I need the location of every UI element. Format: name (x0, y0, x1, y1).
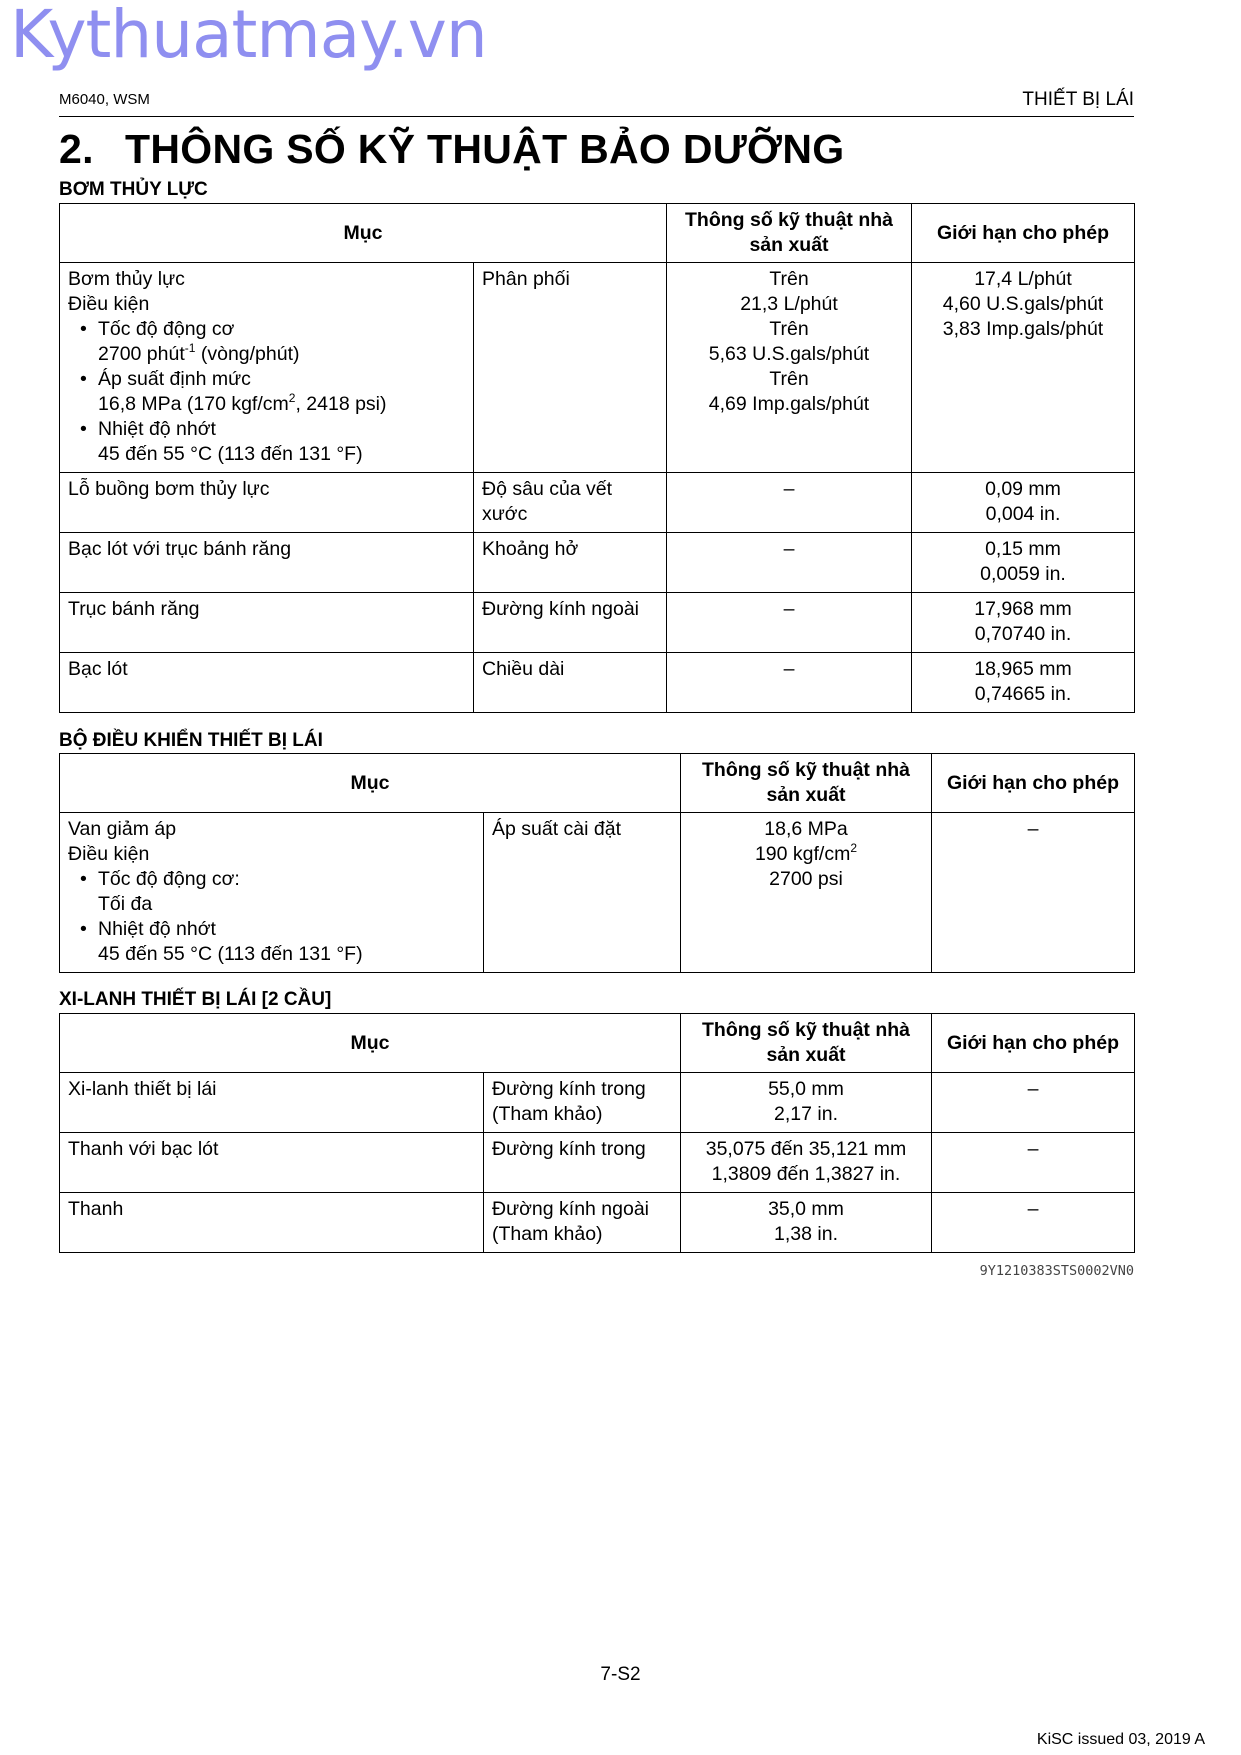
spec-line (689, 842, 923, 867)
param-line: (Tham khảo) (492, 1103, 603, 1125)
title-text: THÔNG SỐ KỸ THUẬT BẢO DƯỠNG (125, 126, 845, 172)
value-text: 190 kgf/cm (754, 843, 851, 865)
param-cell: Đường kính ngoài (474, 593, 667, 653)
condition-value: 45 đến 55 °C (113 đến 131 °F) (98, 943, 363, 965)
limit-line: 0,004 in. (985, 503, 1061, 525)
condition-bullet: • Nhiệt độ nhớt (68, 917, 475, 942)
table-header-row (60, 204, 1135, 263)
spec-line: 4,69 Imp.gals/phút (708, 393, 870, 415)
section-title-steering-controller: BỘ ĐIỀU KHIỂN THIẾT BỊ LÁI (59, 730, 323, 751)
table-row (60, 653, 1135, 713)
spec-line: 35,0 mm (768, 1198, 844, 1220)
superscript: -1 (184, 341, 196, 355)
spec-cell (667, 263, 912, 473)
spec-line: 21,3 L/phút (740, 293, 838, 315)
condition-bullet: • Tốc độ động cơ: (68, 867, 475, 892)
limit-line: 0,74665 in. (974, 683, 1072, 705)
spec-line: 2,17 in. (774, 1103, 838, 1125)
condition-value: Tối đa (98, 893, 153, 915)
table-row (60, 473, 1135, 533)
table-header-row (60, 1014, 1135, 1073)
param-cell: Chiều dài (474, 653, 667, 713)
item-cell (60, 263, 474, 473)
param-cell: Độ sâu của vết xước (474, 473, 667, 533)
value-text: , 2418 psi) (295, 393, 387, 415)
limit-cell (912, 533, 1135, 593)
spec-line: Trên (769, 368, 809, 390)
col-header-item: Mục (60, 1014, 681, 1073)
limit-cell (912, 473, 1135, 533)
title-number: 2. (59, 126, 94, 172)
item-cell (60, 813, 484, 973)
condition-bullet: • Tốc độ động cơ (68, 317, 465, 342)
spec-cell (681, 1133, 932, 1193)
value-text: (vòng/phút) (195, 343, 300, 365)
param-cell (484, 1073, 681, 1133)
section-title-steering-cylinder: XI-LANH THIẾT BỊ LÁI [2 CẦU] (59, 989, 332, 1010)
spec-line: 18,6 MPa (764, 818, 848, 840)
col-header-spec: Thông số kỹ thuật nhà sản xuất (681, 1014, 932, 1073)
spec-cell: – (667, 653, 912, 713)
header-model: M6040, WSM (59, 91, 150, 108)
spec-cell (681, 1073, 932, 1133)
table-row (60, 1193, 1135, 1253)
param-cell: Khoảng hở (474, 533, 667, 593)
condition-value (68, 342, 465, 367)
item-cell: Thanh (60, 1193, 484, 1253)
item-line: Van giảm áp (68, 818, 177, 840)
col-header-limit: Giới hạn cho phép (912, 204, 1135, 263)
spec-line: 1,3809 đến 1,3827 in. (711, 1163, 901, 1185)
limit-line: 0,15 mm (985, 538, 1061, 560)
section-title-hydraulic-pump: BƠM THỦY LỰC (59, 179, 208, 200)
table-row (60, 263, 1135, 473)
steering-controller-table (59, 753, 1135, 973)
table-header-row (60, 754, 1135, 813)
condition-value (68, 392, 465, 417)
document-code: 9Y1210383STS0002VN0 (979, 1263, 1134, 1279)
param-line: Đường kính trong (492, 1078, 646, 1100)
table-row (60, 533, 1135, 593)
spec-cell: – (667, 533, 912, 593)
limit-cell: – (932, 1133, 1135, 1193)
param-line: (Tham khảo) (492, 1223, 603, 1245)
limit-line: 0,0059 in. (980, 563, 1066, 585)
limit-line: 0,09 mm (985, 478, 1061, 500)
item-cell: Lỗ buồng bơm thủy lực (60, 473, 474, 533)
item-line: Điều kiện (68, 293, 150, 315)
limit-cell (912, 263, 1135, 473)
item-cell: Bạc lót (60, 653, 474, 713)
param-cell: Áp suất cài đặt (484, 813, 681, 973)
col-header-spec: Thông số kỹ thuật nhà sản xuất (667, 204, 912, 263)
param-cell (484, 1133, 681, 1193)
spec-cell: – (667, 473, 912, 533)
col-header-item: Mục (60, 754, 681, 813)
limit-line: 17,4 L/phút (974, 268, 1072, 290)
condition-value: 45 đến 55 °C (113 đến 131 °F) (98, 443, 363, 465)
steering-cylinder-table (59, 1013, 1135, 1253)
limit-cell (912, 593, 1135, 653)
header-section: THIẾT BỊ LÁI (1022, 89, 1134, 110)
spec-line: 5,63 U.S.gals/phút (708, 343, 870, 365)
param-line: Đường kính trong (492, 1138, 646, 1160)
item-cell: Bạc lót với trục bánh răng (60, 533, 474, 593)
limit-line: 17,968 mm (974, 598, 1072, 620)
spec-line: Trên (769, 318, 809, 340)
spec-cell (681, 1193, 932, 1253)
table-row (60, 593, 1135, 653)
footer-issue: KiSC issued 03, 2019 A (1036, 1731, 1205, 1748)
limit-line: 18,965 mm (974, 658, 1072, 680)
col-header-item: Mục (60, 204, 667, 263)
table-row (60, 1073, 1135, 1133)
item-cell: Xi-lanh thiết bị lái (60, 1073, 484, 1133)
spec-line: Trên (769, 268, 809, 290)
item-cell: Trục bánh răng (60, 593, 474, 653)
limit-cell (912, 653, 1135, 713)
limit-line: 0,70740 in. (974, 623, 1072, 645)
superscript: 2 (288, 391, 296, 405)
limit-cell: – (932, 1073, 1135, 1133)
spec-line: 2700 psi (769, 868, 843, 890)
item-cell: Thanh với bạc lót (60, 1133, 484, 1193)
param-line: Đường kính ngoài (492, 1198, 650, 1220)
col-header-spec: Thông số kỹ thuật nhà sản xuất (681, 754, 932, 813)
value-text: 16,8 MPa (170 kgf/cm (98, 393, 289, 415)
hydraulic-pump-table (59, 203, 1135, 713)
spec-line: 1,38 in. (774, 1223, 838, 1245)
param-cell (484, 1193, 681, 1253)
table-row (60, 813, 1135, 973)
condition-bullet: • Áp suất định mức (68, 367, 465, 392)
spec-cell: – (667, 593, 912, 653)
limit-cell: – (932, 1193, 1135, 1253)
spec-line: 35,075 đến 35,121 mm (705, 1138, 907, 1160)
col-header-limit: Giới hạn cho phép (932, 1014, 1135, 1073)
col-header-limit: Giới hạn cho phép (932, 754, 1135, 813)
table-row (60, 1133, 1135, 1193)
page-title (59, 126, 844, 173)
param-cell: Phân phối (474, 263, 667, 473)
limit-cell: – (932, 813, 1135, 973)
spec-line: 55,0 mm (768, 1078, 844, 1100)
item-line: Bơm thủy lực (68, 268, 185, 290)
limit-line: 4,60 U.S.gals/phút (942, 293, 1104, 315)
item-line: Điều kiện (68, 843, 150, 865)
header-rule (59, 116, 1134, 117)
spec-cell (681, 813, 932, 973)
watermark: Kythuatmay.vn (10, 0, 487, 73)
page-number: 7-S2 (600, 1664, 641, 1685)
condition-bullet: • Nhiệt độ nhớt (68, 417, 465, 442)
limit-line: 3,83 Imp.gals/phút (942, 318, 1104, 340)
value-text: 2700 phút (98, 343, 185, 365)
superscript: 2 (850, 841, 858, 855)
